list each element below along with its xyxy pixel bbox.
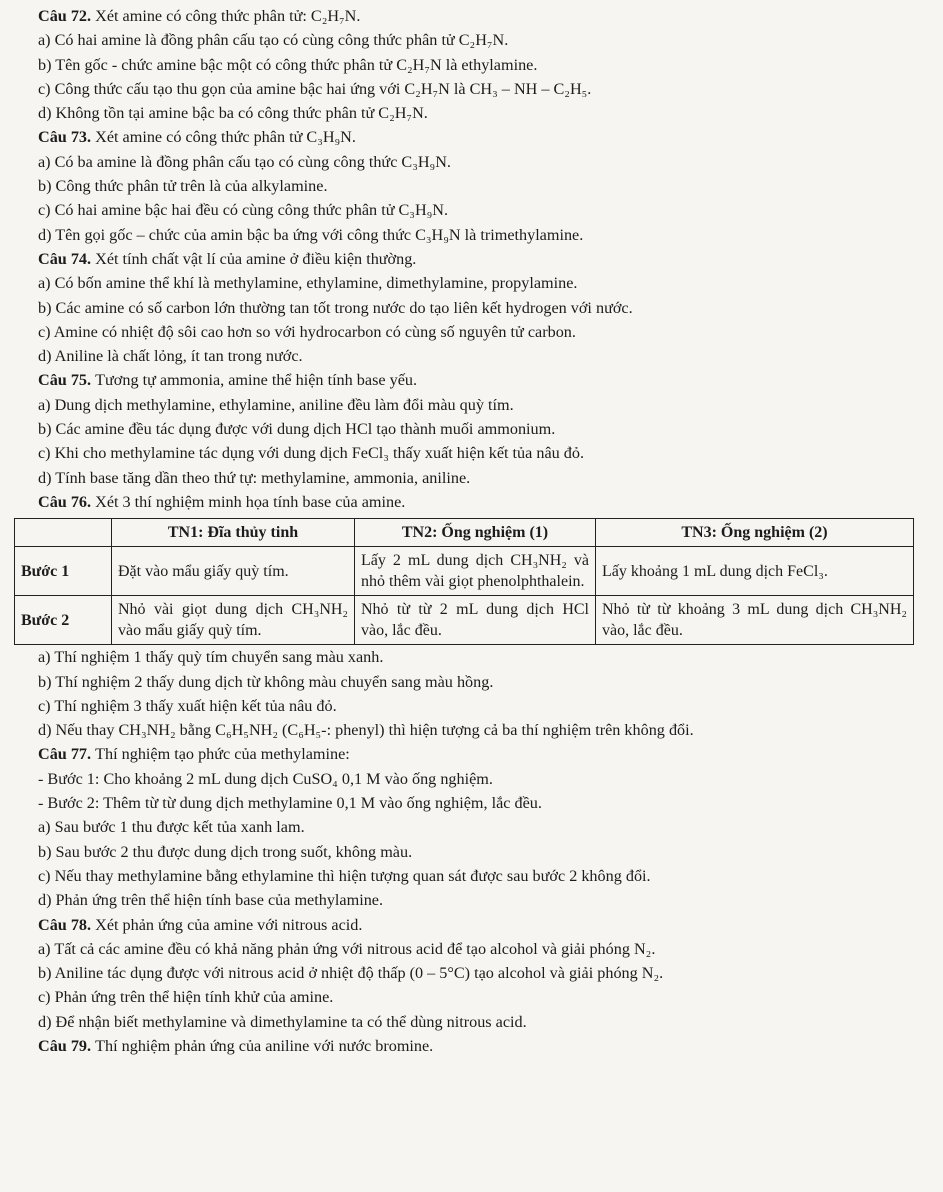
statement-line: a) Có hai amine là đồng phân cấu tạo có cùng công thức phân tử C₂H₇N. [38,31,509,50]
question-label: Câu 74. [38,249,92,268]
statement-line: - Bước 1: Cho khoảng 2 mL dung dịch CuSO₄ 0,1 M vào ống nghiệm. [38,769,493,788]
question-heading [38,125,929,149]
table-cell: Lấy 2 mL dung dịch CH₃NH₂ và nhỏ thêm vài giọt phenolphthalein. [355,547,596,596]
statement-line: c) Công thức cấu tạo thu gọn của amine bậc hai ứng với C₂H₇N là CH₃ – NH – C₂H₅. [38,79,592,98]
question-label: Câu 78. [38,915,92,934]
statement-line: b) Các amine có số carbon lớn thường tan tốt trong nước do tạo liên kết hydrogen với nước. [38,298,633,317]
question-text: Xét amine có công thức phân tử C₃H₉N. [95,128,356,147]
statement-line: c) Phản ứng trên thể hiện tính khử của amine. [38,988,334,1007]
question-heading [38,742,929,766]
statement-line: c) Nếu thay methylamine bằng ethylamine thì hiện tượng quan sát được sau bước 2 không đổi. [38,866,651,885]
statement-line: b) Sau bước 2 thu được dung dịch trong suốt, không màu. [38,842,413,861]
question-label: Câu 77. [38,745,92,764]
question-label: Câu 79. [38,1036,92,1055]
question-text: Xét tính chất vật lí của amine ở điều kiện thường. [95,249,417,268]
statement-line: d) Tên gọi gốc – chức của amin bậc ba ứng với công thức C₃H₉N là trimethylamine. [38,225,584,244]
table-cell: Nhỏ từ từ khoảng 3 mL dung dịch CH₃NH₂ vào, lắc đều. [596,596,914,645]
question-label: Câu 72. [38,7,92,25]
question-label: Câu 73. [38,128,92,147]
table-row [15,596,914,645]
statement-line: c) Khi cho methylamine tác dụng với dung dịch FeCl₃ thấy xuất hiện kết tủa nâu đỏ. [38,444,585,463]
statement-line: c) Amine có nhiệt độ sôi cao hơn so với hydrocarbon có cùng số nguyên tử carbon. [38,322,576,341]
experiment-table [14,518,914,645]
statement-line: d) Để nhận biết methylamine và dimethylamine ta có thể dùng nitrous acid. [38,1012,527,1031]
questions-72-to-76 [38,4,929,514]
statement-line: a) Sau bước 1 thu được kết tủa xanh lam. [38,818,305,837]
table-cell: Nhỏ từ từ 2 mL dung dịch HCl vào, lắc đều. [355,596,596,645]
table-header-cell: TN3: Ống nghiệm (2) [596,519,914,547]
question-heading [38,4,929,28]
question-label: Câu 76. [38,492,92,511]
question-label: Câu 75. [38,371,92,390]
table-row-header: Bước 2 [15,596,112,645]
question-text: Xét amine có công thức phân tử: C₂H₇N. [95,7,361,25]
question-heading [38,247,929,271]
question-heading [38,368,929,392]
statement-line: d) Không tồn tại amine bậc ba có công thức phân tử C₂H₇N. [38,104,428,123]
statement-line: c) Có hai amine bậc hai đều có cùng công thức phân tử C₃H₉N. [38,201,449,220]
statement-line: b) Các amine đều tác dụng được với dung dịch HCl tạo thành muối ammonium. [38,420,556,439]
statement-line: a) Có ba amine là đồng phân cấu tạo có cùng công thức C₃H₉N. [38,152,451,171]
statement-line: d) Nếu thay CH₃NH₂ bằng C₆H₅NH₂ (C₆H₅-: phenyl) thì hiện tượng cả ba thí nghiệm trên không đổi. [38,721,694,740]
table-cell: Đặt vào mẩu giấy quỳ tím. [112,547,355,596]
statement-line: c) Thí nghiệm 3 thấy xuất hiện kết tủa nâu đỏ. [38,696,337,715]
statement-line: b) Công thức phân tử trên là của alkylamine. [38,177,328,196]
table-row-header: Bước 1 [15,547,112,596]
statement-line: d) Tính base tăng dần theo thứ tự: methylamine, ammonia, aniline. [38,468,471,487]
table-row [15,547,914,596]
question-heading [38,1034,929,1058]
statement-line: a) Có bốn amine thể khí là methylamine, ethylamine, dimethylamine, propylamine. [38,274,578,293]
question-heading [38,490,929,514]
statement-line: a) Tất cả các amine đều có khả năng phản ứng với nitrous acid để tạo alcohol và giải phóng N₂. [38,939,656,958]
table-header-row [15,519,914,547]
question-heading [38,913,929,937]
statement-line: b) Thí nghiệm 2 thấy dung dịch từ không màu chuyển sang màu hồng. [38,672,494,691]
statement-line: d) Phản ứng trên thể hiện tính base của methylamine. [38,891,384,910]
table-cell: Nhỏ vài giọt dung dịch CH₃NH₂ vào mẩu giấy quỳ tím. [112,596,355,645]
statement-line: b) Tên gốc - chức amine bậc một có công thức phân tử C₂H₇N là ethylamine. [38,55,538,74]
statement-line: b) Aniline tác dụng được với nitrous acid ở nhiệt độ thấp (0 – 5°C) tạo alcohol và giải phóng N₂. [38,964,664,983]
question-text: Xét phản ứng của amine với nitrous acid. [95,915,363,934]
statement-line: - Bước 2: Thêm từ từ dung dịch methylamine 0,1 M vào ống nghiệm, lắc đều. [38,794,542,813]
question-text: Tương tự ammonia, amine thể hiện tính base yếu. [95,371,418,390]
table-cell: Lấy khoảng 1 mL dung dịch FeCl₃. [596,547,914,596]
question-text: Xét 3 thí nghiệm minh họa tính base của amine. [95,492,406,511]
statement-line: a) Thí nghiệm 1 thấy quỳ tím chuyển sang màu xanh. [38,648,384,667]
statement-line: a) Dung dịch methylamine, ethylamine, aniline đều làm đổi màu quỳ tím. [38,395,514,414]
questions-76-to-79 [38,645,929,1058]
statement-line: d) Aniline là chất lỏng, ít tan trong nước. [38,347,303,366]
table-header-cell: TN2: Ống nghiệm (1) [355,519,596,547]
question-text: Thí nghiệm tạo phức của methylamine: [95,745,350,764]
table-header-cell: TN1: Đĩa thủy tinh [112,519,355,547]
table-header-cell [15,519,112,547]
question-text: Thí nghiệm phản ứng của aniline với nước bromine. [95,1036,434,1055]
